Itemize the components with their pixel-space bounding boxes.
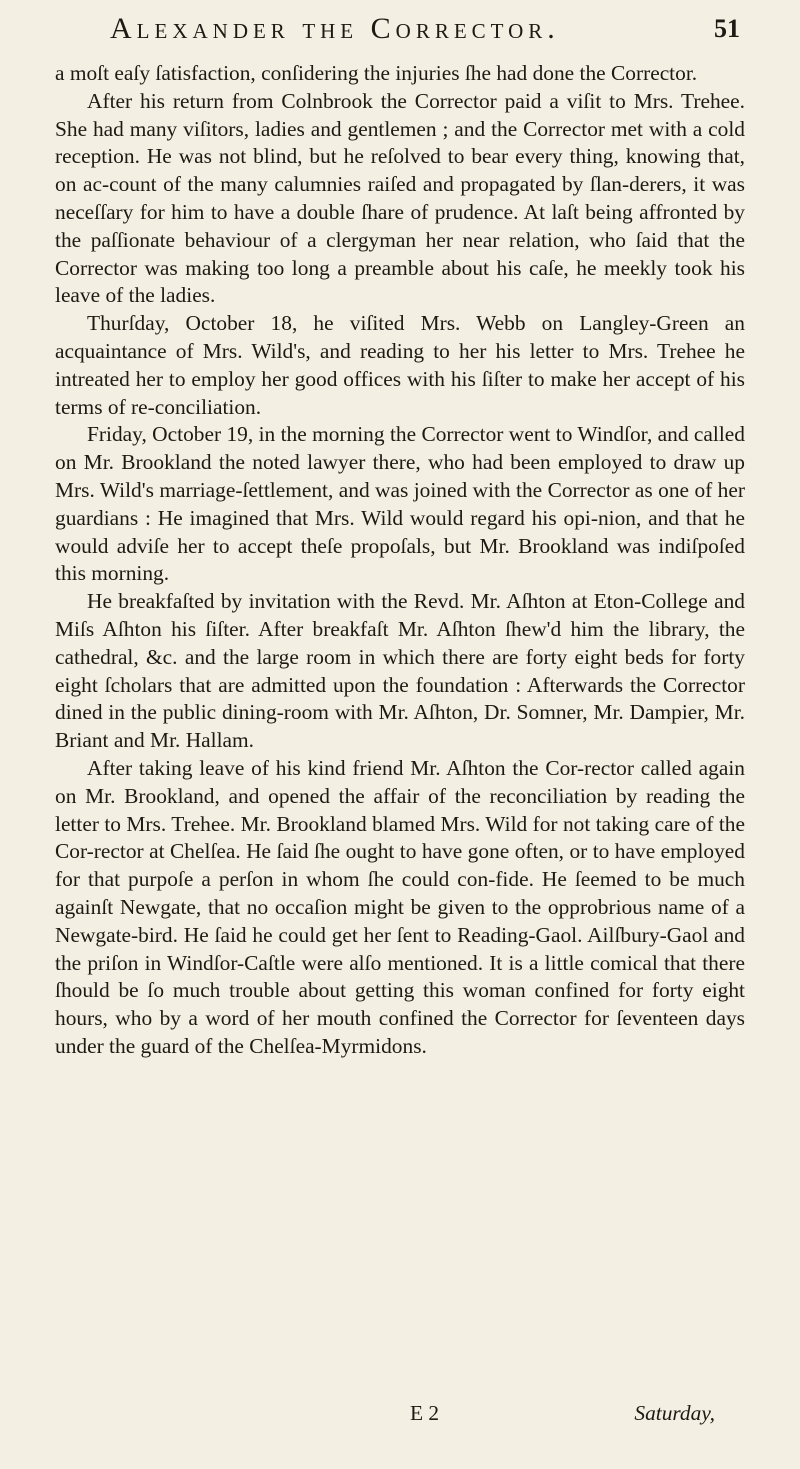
paragraph-text: a moſt eaſy ſatisfaction, conſidering the injuries ſhe had done the Corrector. <box>55 61 698 85</box>
catchword: Saturday, <box>634 1401 715 1425</box>
running-head-title: Alexander the Corrector. <box>110 12 560 45</box>
paragraph-text: He breakfaſted by invitation with the Revd. Mr. Aſhton at Eton-College and Miſs Aſhton his ſiſter. After breakfaſt Mr. Aſhton ſhew'd him the library, the cathedral, &c. and the large room in which there are forty eight beds for forty eight ſcholars that are admitted upon the foundation : Afterwards the Corrector dined in the public dining-room with Mr. Aſhton, Dr. Somner, Mr. Dampier, Mr. Briant and Mr. Hallam. <box>55 589 745 753</box>
paragraph <box>55 60 745 88</box>
paragraph <box>55 88 745 310</box>
page-number: 51 <box>714 14 740 43</box>
paragraph <box>55 421 745 588</box>
body-text <box>55 60 745 1061</box>
paragraph <box>55 310 745 421</box>
paragraph-text: Friday, October 19, in the morning the Corrector went to Windſor, and called on Mr. Brookland the noted lawyer there, who had been employed to draw up Mrs. Wild's marriage-ſettlement, and was joined with the Corrector as one of her guardians : He imagined that Mrs. Wild would regard his opi-nion, and that he would adviſe her to accept theſe propoſals, but Mr. Brookland was indiſpoſed this morning. <box>55 422 745 586</box>
paragraph <box>55 755 745 1061</box>
signature-mark: E 2 <box>410 1401 440 1425</box>
running-head <box>110 12 740 48</box>
paragraph-text: Thurſday, October 18, he viſited Mrs. Webb on Langley-Green an acquaintance of Mrs. Wild's, and reading to her his letter to Mrs. Trehee he intreated her to employ her good offices with his ſiſter to make her accept of his terms of re-conciliation. <box>55 311 745 419</box>
page-footer <box>55 1401 745 1429</box>
paragraph-text: After taking leave of his kind friend Mr. Aſhton the Cor-rector called again on Mr. Brookland, and opened the affair of the reconciliation by reading the letter to Mrs. Trehee. Mr. Brookland blamed Mrs. Wild for not taking care of the Cor-rector at Chelſea. He ſaid ſhe ought to have gone often, or to have employed for that purpoſe a perſon in whom ſhe could con-fide. He ſeemed to be much againſt Newgate, that no occaſion might be given to the opprobrious name of a Newgate-bird. He ſaid he could get her ſent to Reading-Gaol. Ailſbury-Gaol and the priſon in Windſor-Caſtle were alſo mentioned. It is a little comical that there ſhould be ſo much trouble about getting this woman confined for forty eight hours, who by a word of her mouth confined the Corrector for ſeventeen days under the guard of the Chelſea-Myrmidons. <box>55 755 745 1058</box>
paragraph <box>55 588 745 755</box>
paragraph-text: After his return from Colnbrook the Corrector paid a viſit to Mrs. Trehee. She had many viſitors, ladies and gentlemen ; and the Corrector met with a cold reception. He was not blind, but he reſolved to bear every thing, knowing that, on ac-count of the many calumnies raiſed and propagated by ſlan-derers, it was neceſſary for him to have a double ſhare of prudence. At laſt being affronted by the paſſionate behaviour of a clergyman her near relation, who ſaid that the Corrector was making too long a preamble about his caſe, he meekly took his leave of the ladies. <box>55 88 745 308</box>
